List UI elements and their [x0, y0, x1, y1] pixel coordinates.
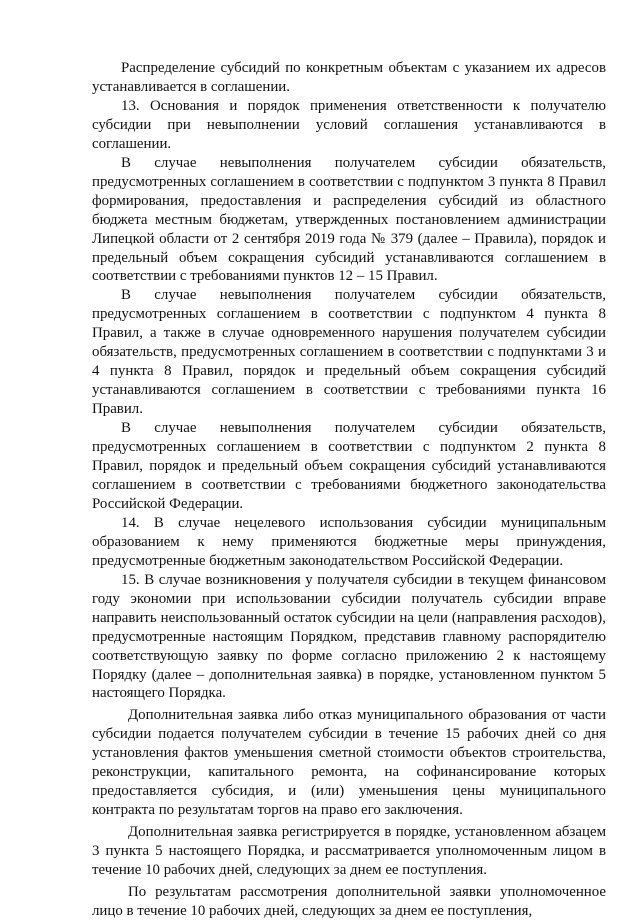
- paragraph-item-15: 15. В случае возникновения у получателя субсидии в текущем финансовом году экономии при использовании субсидии получатель субсидии вправе направить неиспользованный остаток субсидии на цели (направления расходов), предусмотренные настоящим Порядком, представив главному распорядителю соответствующую заявку по форме согласно приложению 2 к настоящему Порядку (далее – дополнительная заявка) в порядке, установленном пунктом 5 настоящего Порядка.: [92, 571, 606, 702]
- paragraph-review-results: По результатам рассмотрения дополнительной заявки уполномоченное лицо в течение 10 рабочих дней, следующих за днем ее поступления,: [92, 883, 606, 919]
- paragraph-case-subitem-4: В случае невыполнения получателем субсидии обязательств, предусмотренных соглашением в соответствии с подпунктом 4 пункта 8 Правил, а также в случае одновременного нарушения получателем субсидии обязательств, предусмотренных соглашением в соответствии с подпунктами 3 и 4 пункта 8 Правил, порядок и предельный объем сокращения субсидий устанавливаются соглашением в соответствии с требованиями пункта 16 Правил.: [92, 287, 606, 418]
- paragraph-additional-request: Дополнительная заявка либо отказ муниципального образования от части субсидии подается получателем субсидии в течение 15 рабочих дней со дня установления фактов уменьшения сметной стоимости объектов строительства, реконструкции, капитального ремонта, на софинансирование которых предоставляется субсидия, и (или) уменьшения цены муниципального контракта по результатам торгов на право его заключения.: [92, 707, 606, 819]
- paragraph-item-13: 13. Основания и порядок применения ответственности к получателю субсидии при невыполнении условий соглашения устанавливаются в соглашении.: [92, 97, 606, 152]
- paragraph-request-registration: Дополнительная заявка регистрируется в порядке, установленном абзацем 3 пункта 5 настоящего Порядка, и рассматривается уполномоченным лицом в течение 10 рабочих дней, следующих за днем ее поступления.: [92, 824, 606, 879]
- paragraph-item-14: 14. В случае нецелевого использования субсидии муниципальным образованием к нему применяются бюджетные меры принуждения, предусмотренные бюджетным законодательством Российской Федерации.: [92, 514, 606, 569]
- paragraph-case-subitem-2: В случае невыполнения получателем субсидии обязательств, предусмотренных соглашением в соответствии с подпунктом 2 пункта 8 Правил, порядок и предельный объем сокращения субсидий устанавливаются соглашением в соответствии с требованиями бюджетного законодательства Российской Федерации.: [92, 420, 606, 512]
- paragraph-subsidy-distribution: Распределение субсидий по конкретным объектам с указанием их адресов устанавливается в соглашении.: [92, 60, 606, 95]
- document-body: [92, 59, 606, 921]
- paragraph-case-subitem-3: В случае невыполнения получателем субсидии обязательств, предусмотренных соглашением в соответствии с подпунктом 3 пункта 8 Правил формирования, предоставления и распределения субсидий из областного бюджета местным бюджетам, утвержденных постановлением администрации Липецкой области от 2 сентября 2019 года № 379 (далее – Правила), порядок и предельный объем сокращения субсидий устанавливаются соглашением в соответствии с требованиями пунктов 12 – 15 Правил.: [92, 154, 606, 285]
